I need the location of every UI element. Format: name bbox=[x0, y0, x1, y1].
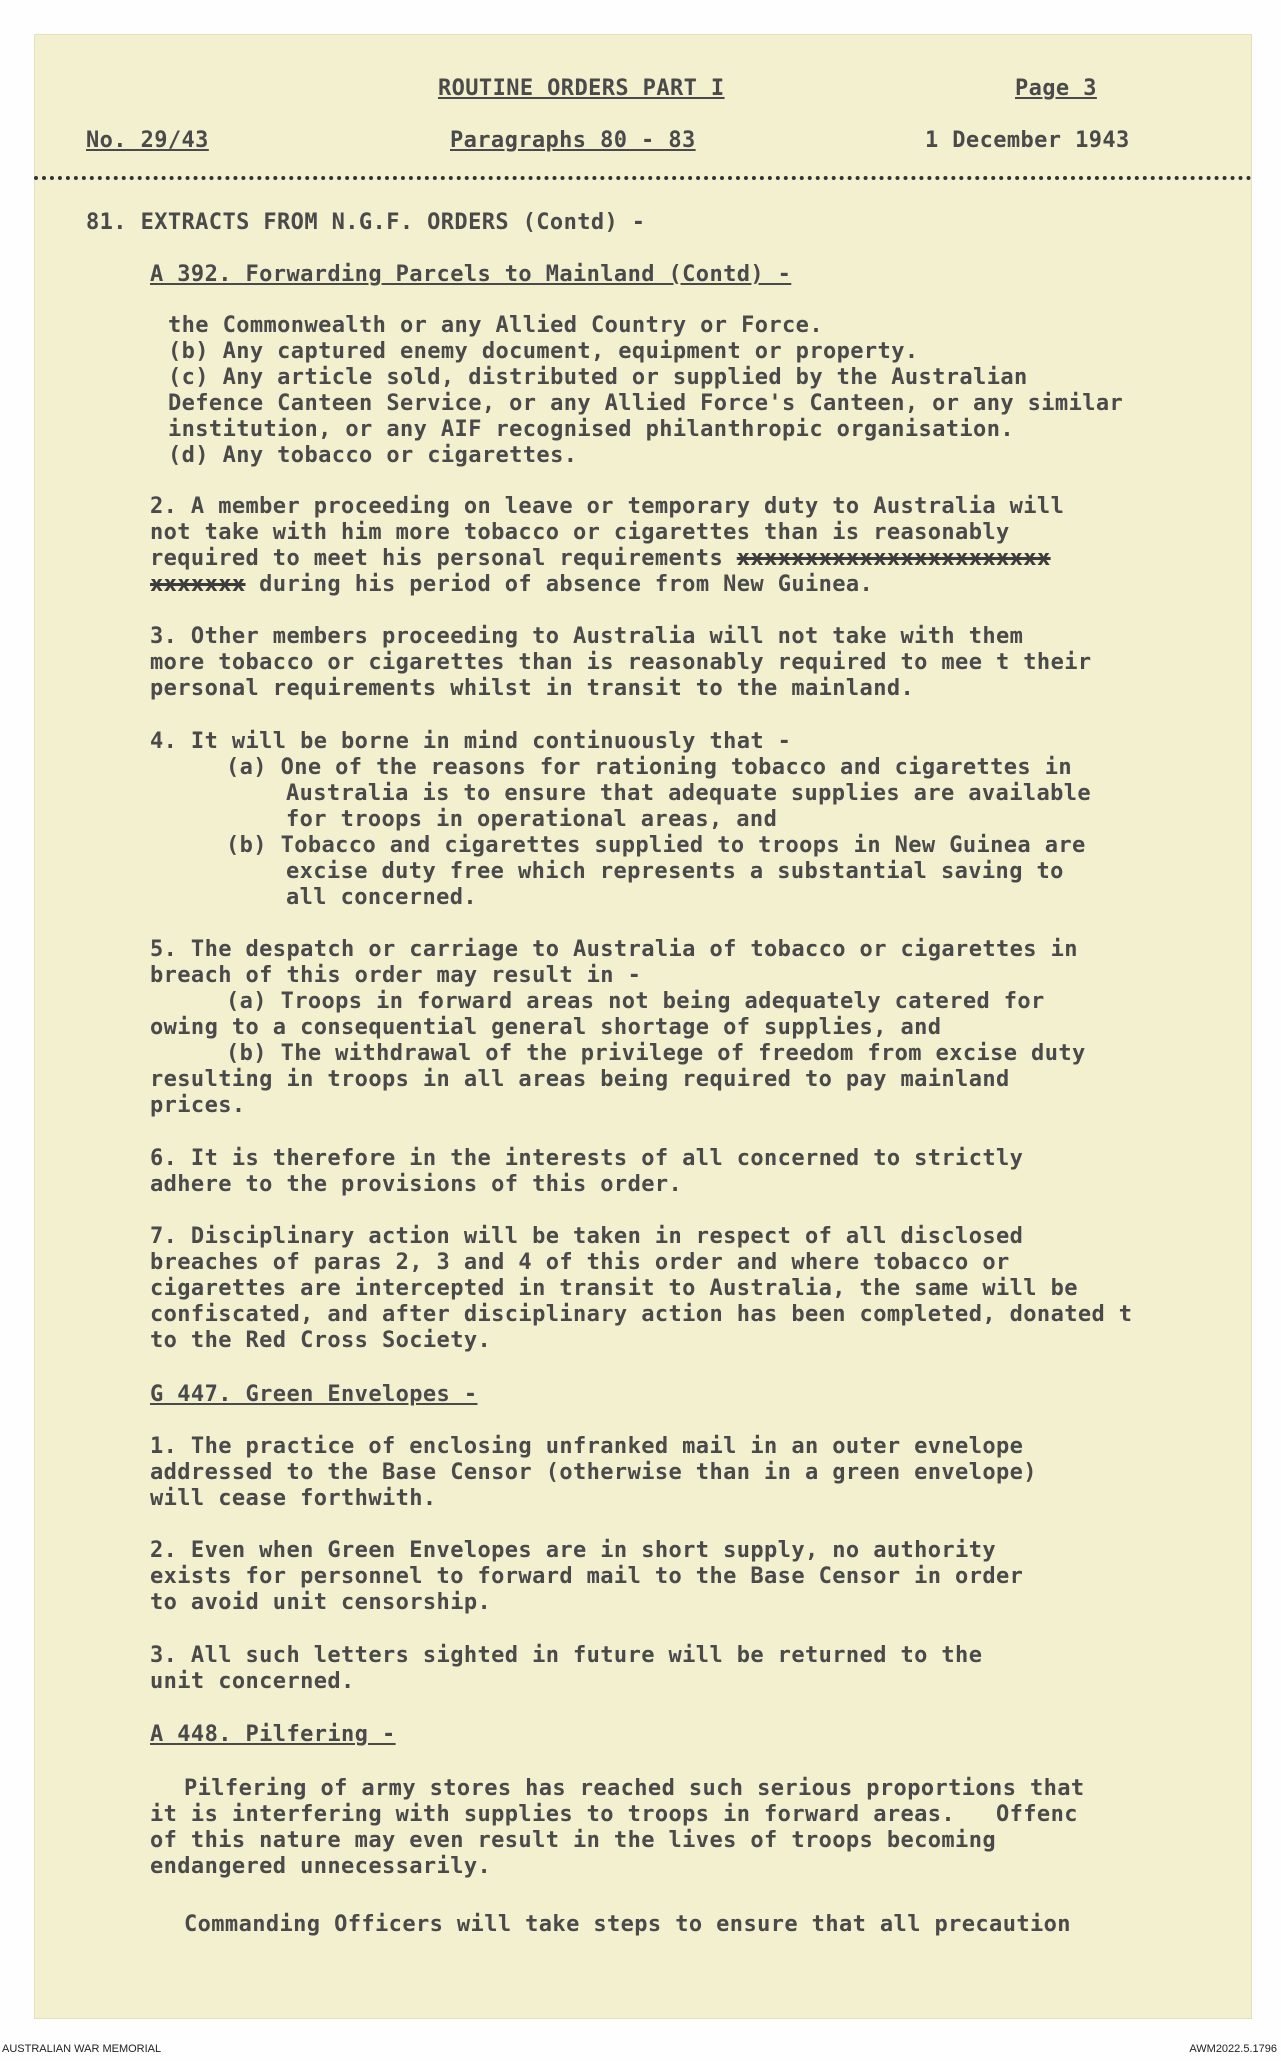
g447-para-1-line: 1. The practice of enclosing unfranked mail in an outer evnelope bbox=[150, 1434, 1024, 1459]
struck-out-text: xxxxxxxxxxxxxxxxxxxxxxx bbox=[736, 546, 1051, 571]
para-4-line: for troops in operational areas, and bbox=[286, 807, 778, 832]
para-7-line: breaches of paras 2, 3 and 4 of this order and where tobacco or bbox=[150, 1250, 1010, 1275]
paragraph-range: Paragraphs 80 - 83 bbox=[450, 128, 696, 153]
para-7-line: cigarettes are intercepted in transit to Australia, the same will be bbox=[150, 1276, 1078, 1301]
para-3-line: 3. Other members proceeding to Australia will not take with them bbox=[150, 624, 1024, 649]
archive-reference: AWM2022.5.1796 bbox=[1189, 2043, 1277, 2055]
para-7-line: confiscated, and after disciplinary action has been completed, donated t bbox=[150, 1302, 1133, 1327]
a392-line: (d) Any tobacco or cigarettes. bbox=[168, 443, 578, 468]
a448-para-1-line: it is interfering with supplies to troops in forward areas. Offenc bbox=[150, 1802, 1078, 1827]
para-2-line bbox=[150, 572, 873, 597]
para-5-line: breach of this order may result in - bbox=[150, 963, 642, 988]
a448-para-1-line: endangered unnecessarily. bbox=[150, 1854, 492, 1879]
a392-line: Defence Canteen Service, or any Allied Force's Canteen, or any similar bbox=[168, 391, 1124, 416]
g447-para-1-line: will cease forthwith. bbox=[150, 1486, 437, 1511]
a392-line: institution, or any AIF recognised philanthropic organisation. bbox=[168, 417, 1014, 442]
para-4-line: (b) Tobacco and cigarettes supplied to troops in New Guinea are bbox=[226, 833, 1086, 858]
order-title: ROUTINE ORDERS PART I bbox=[438, 76, 725, 101]
para-5-line: (b) The withdrawal of the privilege of freedom from excise duty bbox=[226, 1041, 1086, 1066]
para-3-line: personal requirements whilst in transit to the mainland. bbox=[150, 676, 915, 701]
header-divider bbox=[34, 176, 1252, 180]
g447-heading: G 447. Green Envelopes - bbox=[150, 1382, 478, 1407]
para-2-text: required to meet his personal requirements bbox=[150, 546, 737, 571]
para-4-line: Australia is to ensure that adequate supplies are available bbox=[286, 781, 1092, 806]
para-7-line: 7. Disciplinary action will be taken in respect of all disclosed bbox=[150, 1224, 1024, 1249]
struck-out-text: xxxxxxx bbox=[150, 572, 246, 597]
para-4-line: all concerned. bbox=[286, 885, 478, 910]
g447-para-3-line: 3. All such letters sighted in future will be returned to the bbox=[150, 1643, 983, 1668]
para-6-line: adhere to the provisions of this order. bbox=[150, 1172, 683, 1197]
a448-para-2-line: Commanding Officers will take steps to ensure that all precaution bbox=[184, 1912, 1071, 1937]
para-6-line: 6. It is therefore in the interests of all concerned to strictly bbox=[150, 1146, 1024, 1171]
para-5-line: prices. bbox=[150, 1093, 246, 1118]
para-7-line: to the Red Cross Society. bbox=[150, 1328, 492, 1353]
section-heading: 81. EXTRACTS FROM N.G.F. ORDERS (Contd) - bbox=[86, 210, 646, 235]
a392-line: (c) Any article sold, distributed or supplied by the Australian bbox=[168, 365, 1028, 390]
a448-para-1-line: Pilfering of army stores has reached such serious proportions that bbox=[184, 1776, 1085, 1801]
g447-para-2-line: to avoid unit censorship. bbox=[150, 1590, 492, 1615]
para-3-line: more tobacco or cigarettes than is reasonably required to mee t their bbox=[150, 650, 1092, 675]
a392-line: the Commonwealth or any Allied Country or Force. bbox=[168, 313, 823, 338]
para-2-line bbox=[150, 546, 1051, 571]
archive-credit: AUSTRALIAN WAR MEMORIAL bbox=[2, 2043, 162, 2055]
para-4-line: excise duty free which represents a substantial saving to bbox=[286, 859, 1064, 884]
order-number: No. 29/43 bbox=[86, 128, 209, 153]
a448-para-1-line: of this nature may even result in the lives of troops becoming bbox=[150, 1828, 996, 1853]
para-5-line: (a) Troops in forward areas not being adequately catered for bbox=[226, 989, 1045, 1014]
para-4-line: (a) One of the reasons for rationing tobacco and cigarettes in bbox=[226, 755, 1072, 780]
para-5-line: resulting in troops in all areas being required to pay mainland bbox=[150, 1067, 1010, 1092]
para-4-line: 4. It will be borne in mind continuously that - bbox=[150, 729, 792, 754]
para-5-line: owing to a consequential general shortage of supplies, and bbox=[150, 1015, 942, 1040]
a448-heading: A 448. Pilfering - bbox=[150, 1722, 396, 1747]
page-number: Page 3 bbox=[1015, 76, 1097, 101]
para-2-line: 2. A member proceeding on leave or temporary duty to Australia will bbox=[150, 494, 1065, 519]
g447-para-1-line: addressed to the Base Censor (otherwise than in a green envelope) bbox=[150, 1460, 1037, 1485]
order-date: 1 December 1943 bbox=[925, 128, 1130, 153]
para-2-line: not take with him more tobacco or cigarettes than is reasonably bbox=[150, 520, 1010, 545]
g447-para-2-line: 2. Even when Green Envelopes are in short supply, no authority bbox=[150, 1538, 996, 1563]
a392-heading: A 392. Forwarding Parcels to Mainland (Contd) - bbox=[150, 262, 792, 287]
para-5-line: 5. The despatch or carriage to Australia of tobacco or cigarettes in bbox=[150, 937, 1078, 962]
g447-para-3-line: unit concerned. bbox=[150, 1669, 355, 1694]
para-2-text: during his period of absence from New Guinea. bbox=[245, 572, 874, 597]
a392-line: (b) Any captured enemy document, equipment or property. bbox=[168, 339, 919, 364]
g447-para-2-line: exists for personnel to forward mail to the Base Censor in order bbox=[150, 1564, 1024, 1589]
